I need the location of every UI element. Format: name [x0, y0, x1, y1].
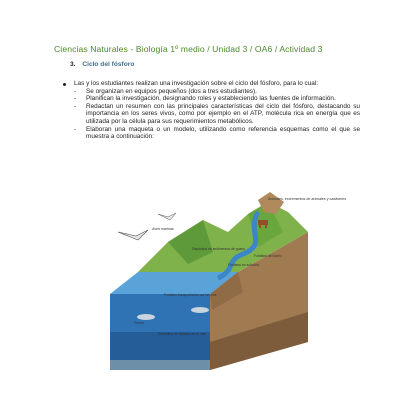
dash-marker: -: [74, 125, 77, 133]
sea-sediment: [110, 360, 210, 370]
list-item: [74, 95, 360, 103]
list-item: [74, 126, 360, 141]
list-item: [74, 88, 360, 96]
breadcrumb: Ciencias Naturales - Biología 1º medio / Unidad 3 / OA6 / Actividad 3: [54, 44, 323, 54]
animal-leg-icon: [265, 225, 267, 228]
steps-list: [60, 88, 360, 141]
seabird-icon: [118, 230, 148, 240]
bullet-icon: [63, 83, 66, 86]
diagram-svg: [108, 192, 347, 372]
section-title: [70, 61, 134, 68]
section-number: 3.: [70, 61, 76, 68]
dash-marker: -: [74, 95, 77, 103]
label-fish: Peces: [134, 321, 144, 325]
dash-marker: -: [74, 102, 77, 110]
label-soil: Fosfatos del suelo: [254, 254, 282, 258]
step-text: Elaboran una maqueta o un modelo, utilizando como referencia esquemas como el que se muestra a continuación:: [86, 125, 360, 141]
label-rocks: Depósitos de sedimentos de guano: [192, 247, 246, 251]
dash-marker: -: [74, 87, 77, 95]
intro-text: Las y los estudiantes realizan una investigación sobre el ciclo del fósforo, para lo cual:: [74, 80, 319, 87]
label-sea: Fosfatos transportados por los ríos: [164, 293, 217, 297]
list-item: [74, 103, 360, 126]
fish-icon: [137, 314, 155, 320]
animal-icon: [258, 220, 268, 225]
label-river: Fosfatos en solución: [228, 263, 260, 267]
animal-leg-icon: [259, 225, 261, 228]
seabird-icon: [158, 213, 176, 220]
fish-icon: [191, 307, 209, 313]
label-birds: Aves marinas: [152, 227, 174, 231]
section-heading: Ciclo del fósforo: [82, 61, 135, 68]
activity-content: [60, 80, 360, 141]
phosphorus-cycle-diagram: [108, 192, 347, 372]
intro-bullet: [60, 80, 360, 88]
step-text: Redactan un resumen con las principales características del ciclo del fósforo, destacando su importancia en los seres vivos, como por ejemplo en el ATP, molécula rica en energía que es utilizada por la célula para sus requerimientos metabólicos.: [86, 102, 360, 125]
label-sediment: Depósitos de fosfatos en el mar: [158, 332, 206, 336]
step-text: Se organizan en equipos pequeños (dos a tres estudiantes).: [86, 87, 257, 95]
label-animals: Animales, excrementos de animales y cadáveres: [268, 197, 347, 201]
step-text: Planifican la investigación, designando roles y estableciendo las fuentes de información.: [86, 95, 336, 103]
